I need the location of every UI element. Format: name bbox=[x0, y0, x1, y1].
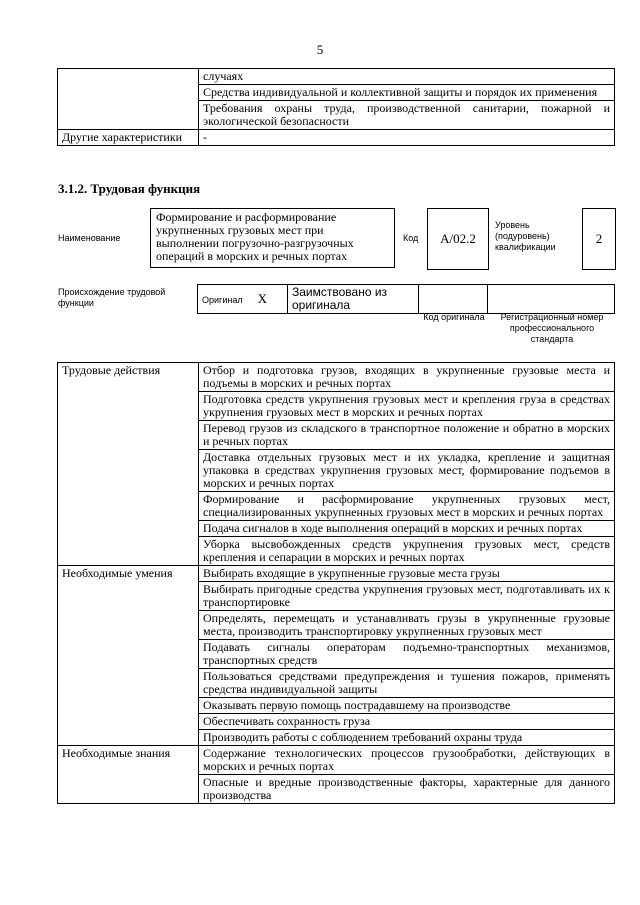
row-label: Другие характеристики bbox=[58, 130, 199, 146]
table-row bbox=[58, 566, 615, 582]
table-cell: Подача сигналов в ходе выполнения операций в морских и речных портах bbox=[199, 521, 615, 537]
section-title: 3.1.2. Трудовая функция bbox=[58, 181, 201, 196]
table-row bbox=[58, 363, 615, 392]
table-cell: Оказывать первую помощь пострадавшему на производстве bbox=[199, 698, 615, 714]
top-table bbox=[57, 68, 615, 146]
table-row bbox=[58, 746, 615, 775]
table-cell: Производить работы с соблюдением требований охраны труда bbox=[199, 730, 615, 746]
table-cell: Средства индивидуальной и коллективной защиты и порядок их применения bbox=[199, 85, 615, 101]
table-cell: - bbox=[199, 130, 615, 146]
original-label: Оригинал bbox=[202, 295, 243, 305]
table-cell: Опасные и вредные производственные факторы, характерные для данного производства bbox=[199, 775, 615, 804]
row-label bbox=[58, 69, 199, 130]
original-cell bbox=[198, 285, 288, 314]
table-cell: Подавать сигналы операторам подъемно-транспортных механизмов, транспортных средств bbox=[199, 640, 615, 669]
table-cell: Обеспечивать сохранность груза bbox=[199, 714, 615, 730]
table-cell: Выбирать входящие в укрупненные грузовые места грузы bbox=[199, 566, 615, 582]
table-row bbox=[58, 69, 615, 85]
table-cell: Пользоваться средствами предупреждения и тушения пожаров, применять средства индивидуальной защиты bbox=[199, 669, 615, 698]
code-original-cell bbox=[419, 285, 488, 314]
code-label: Код bbox=[403, 233, 419, 243]
function-code: A/02.2 bbox=[427, 208, 489, 270]
table-cell: Доставка отдельных грузовых мест и их укладка, крепление и защитная упаковка в средствах укрупнения грузовых мест, формирование подъемов в морских и речных портах bbox=[199, 450, 615, 492]
original-mark: X bbox=[257, 291, 267, 306]
main-table bbox=[57, 362, 615, 804]
row-label: Трудовые действия bbox=[58, 363, 199, 566]
code-original-caption: Код оригинала bbox=[423, 312, 485, 322]
table-cell: Выбирать пригодные средства укрупнения грузовых мест, подготавливать их к транспортировке bbox=[199, 582, 615, 611]
origin-label: Происхождение трудовой функции bbox=[58, 287, 166, 308]
table-cell: Требования охраны труда, производственной санитарии, пожарной и экологической безопасности bbox=[199, 101, 615, 130]
table-cell: случаях bbox=[199, 69, 615, 85]
row-label: Необходимые знания bbox=[58, 746, 199, 804]
table-cell: Отбор и подготовка грузов, входящих в укрупненные грузовые места и подъемы в морских и речных портах bbox=[199, 363, 615, 392]
qualification-level: 2 bbox=[582, 208, 616, 270]
reg-number-cell bbox=[488, 285, 615, 314]
reg-number-caption: Регистрационный номер профессионального стандарта bbox=[500, 312, 604, 344]
table-cell: Уборка высвобожденных средств укрупнения грузовых мест, средств крепления и сепарации в морских и речных портах bbox=[199, 537, 615, 566]
table-row bbox=[58, 130, 615, 146]
level-label: Уровень (подуровень) квалификации bbox=[495, 220, 556, 252]
table-cell: Определять, перемещать и устанавливать грузы в укрупненные грузовые места, производить транспортировку укрупненных грузовых мест bbox=[199, 611, 615, 640]
row-label: Необходимые умения bbox=[58, 566, 199, 746]
origin-table bbox=[197, 284, 615, 314]
function-name: Формирование и расформирование укрупненных грузовых мест при выполнении погрузочно-разгрузочных операций в морских и речных портах bbox=[150, 208, 395, 268]
table-cell: Формирование и расформирование укрупненных грузовых мест, специализированных укрупненных грузовых мест в морских и речных портах bbox=[199, 492, 615, 521]
name-label: Наименование bbox=[58, 233, 121, 243]
table-cell: Перевод грузов из складского в транспортное положение и обратно в морских и речных портах bbox=[199, 421, 615, 450]
table-cell: Содержание технологических процессов грузообработки, действующих в морских и речных портах bbox=[199, 746, 615, 775]
borrowed-cell: Заимствовано из оригинала bbox=[288, 285, 419, 314]
page-number: 5 bbox=[316, 42, 324, 57]
table-cell: Подготовка средств укрупнения грузовых мест и крепления груза в средствах укрупнения грузовых мест в морских и речных портах bbox=[199, 392, 615, 421]
